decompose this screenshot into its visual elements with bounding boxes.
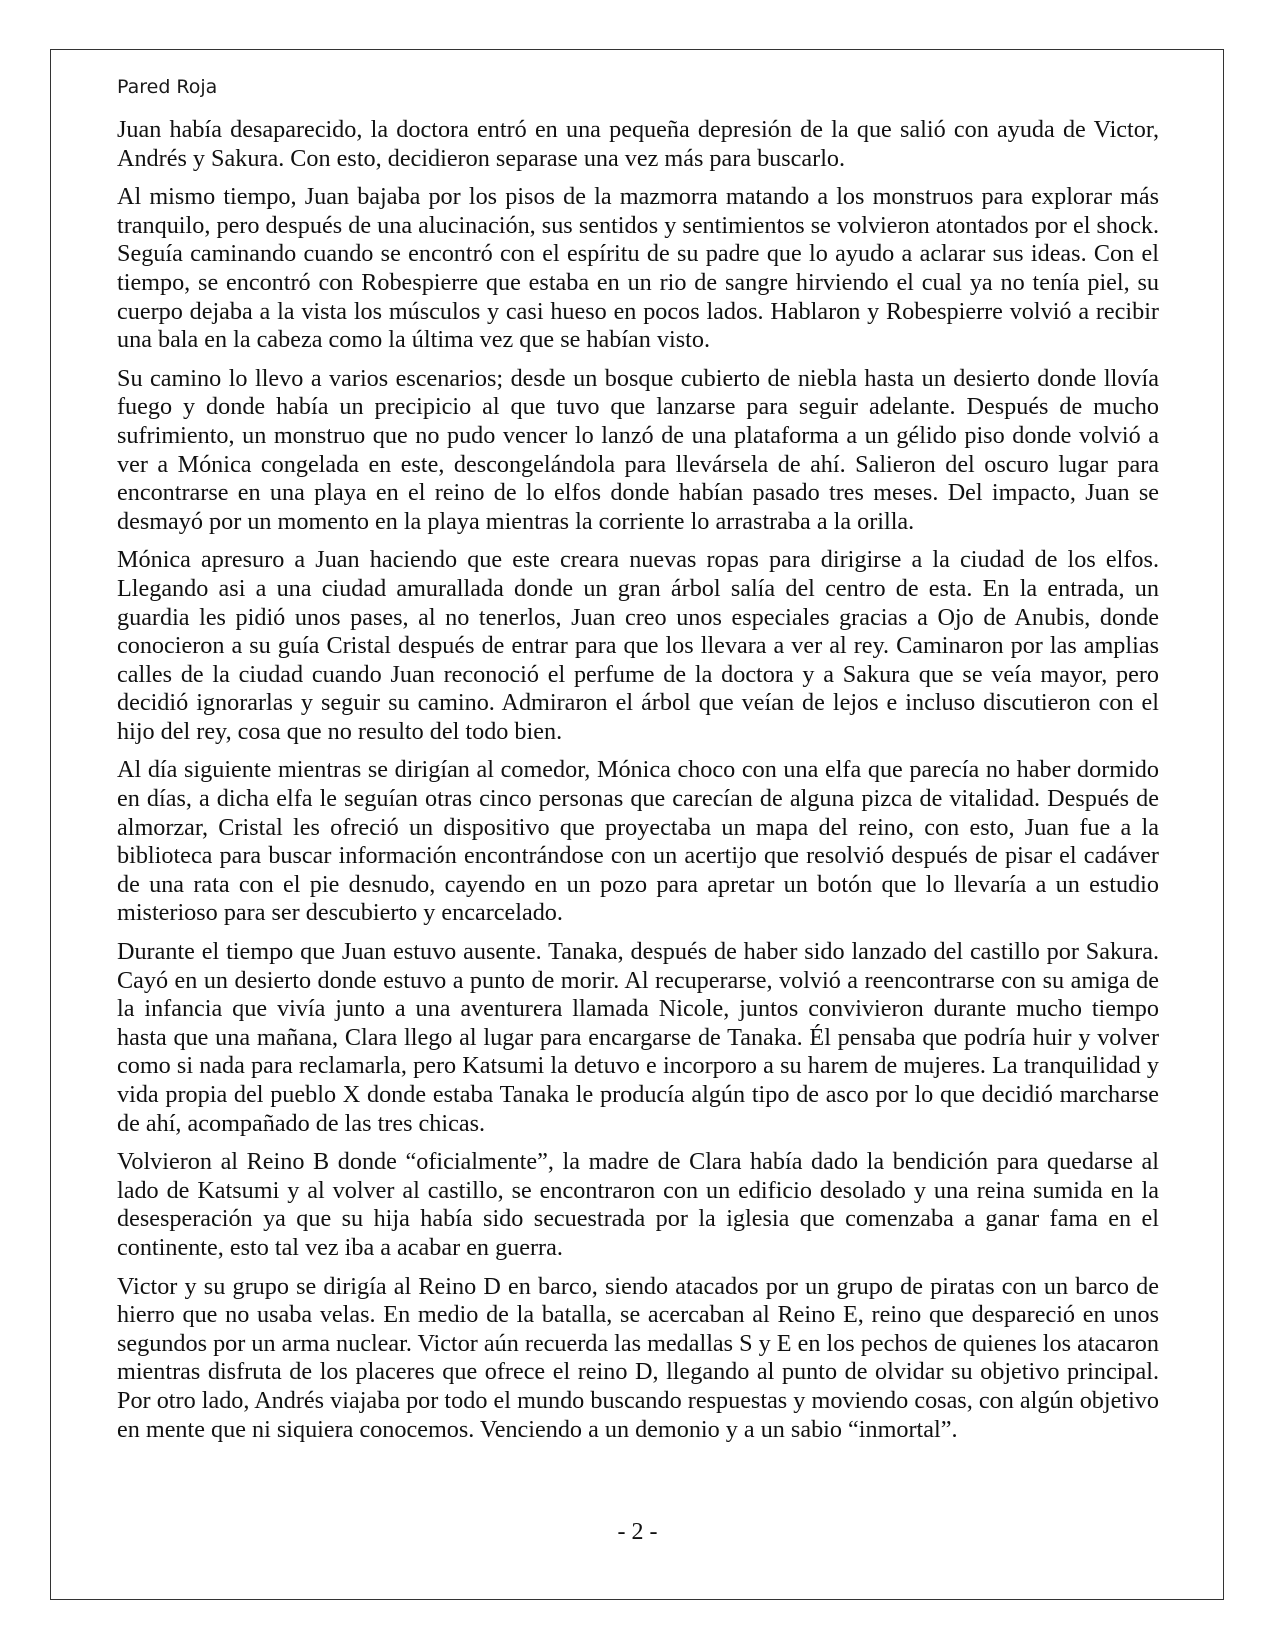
paragraph: Mónica apresuro a Juan haciendo que este creara nuevas ropas para dirigirse a la ciudad de los elfos. Llegando asi a una ciudad amurallada donde un gran árbol salía del centro de esta. En la entrada, un guardia les pidió unos pases, al no tenerlos, Juan creo unos especiales gracias a Ojo de Anubis, donde conocieron a su guía Cristal después de entrar para que los llevara a ver al rey. Caminaron por las amplias calles de la ciudad cuando Juan reconoció el perfume de la doctora y a Sakura que se veía mayor, pero decidió ignorarlas y seguir su camino. Admiraron el árbol que veían de lejos e incluso discutieron con el hijo del rey, cosa que no resulto del todo bien.	[117, 546, 1159, 745]
page-number: - 2 -	[617, 1519, 658, 1545]
paragraph: Su camino lo llevo a varios escenarios; desde un bosque cubierto de niebla hasta un desierto donde llovía fuego y donde había un precipicio al que tuvo que lanzarse para seguir adelante. Después de mucho sufrimiento, un monstruo que no pudo vencer lo lanzó de una plataforma a un gélido piso donde volvió a ver a Mónica congelada en este, descongelándola para llevársela de ahí. Salieron del oscuro lugar para encontrarse en una playa en el reino de lo elfos donde habían pasado tres meses. Del impacto, Juan se desmayó por un momento en la playa mientras la corriente lo arrastraba a la orilla.	[117, 364, 1159, 535]
paragraph: Victor y su grupo se dirigía al Reino D en barco, siendo atacados por un grupo de piratas con un barco de hierro que no usaba velas. En medio de la batalla, se acercaban al Reino E, reino que despareció en unos segundos por un arma nuclear. Victor aún recuerda las medallas S y E en los pechos de quienes los atacaron mientras disfruta de los placeres que ofrece el reino D, llegando al punto de olvidar su objetivo principal. Por otro lado, Andrés viajaba por todo el mundo buscando respuestas y moviendo cosas, con algún objetivo en mente que ni siquiera conocemos. Venciendo a un demonio y a un sabio “inmortal”.	[117, 1272, 1159, 1443]
paragraph: Durante el tiempo que Juan estuvo ausente. Tanaka, después de haber sido lanzado del castillo por Sakura. Cayó en un desierto donde estuvo a punto de morir. Al recuperarse, volvió a reencontrarse con su amiga de la infancia que vivía junto a una aventurera llamada Nicole, juntos convivieron durante mucho tiempo hasta que una mañana, Clara llego al lugar para encargarse de Tanaka. Él pensaba que podría huir y volver como si nada para reclamarla, pero Katsumi la detuvo e incorporo a su harem de mujeres. La tranquilidad y vida propia del pueblo X donde estaba Tanaka le producía algún tipo de asco por lo que decidió marcharse de ahí, acompañado de las tres chicas.	[117, 938, 1159, 1137]
paragraph: Volvieron al Reino B donde “oficialmente”, la madre de Clara había dado la bendición para quedarse al lado de Katsumi y al volver al castillo, se encontraron con un edificio desolado y una reina sumida en la desesperación ya que su hija había sido secuestrada por la iglesia que comenzaba a ganar fama en el continente, esto tal vez iba a acabar en guerra.	[117, 1148, 1159, 1261]
paragraph: Al mismo tiempo, Juan bajaba por los pisos de la mazmorra matando a los monstruos para explorar más tranquilo, pero después de una alucinación, sus sentidos y sentimientos se volvieron atontados por el shock. Seguía caminando cuando se encontró con el espíritu de su padre que lo ayudo a aclarar sus ideas. Con el tiempo, se encontró con Robespierre que estaba en un rio de sangre hirviendo el cual ya no tenía piel, su cuerpo dejaba a la vista los músculos y casi hueso en pocos lados. Hablaron y Robespierre volvió a recibir una bala en la cabeza como la última vez que se habían visto.	[117, 183, 1159, 354]
paragraph: Juan había desaparecido, la doctora entró en una pequeña depresión de la que salió con ayuda de Victor, Andrés y Sakura. Con esto, decidieron separase una vez más para buscarlo.	[117, 116, 1159, 172]
running-header: Pared Roja	[117, 76, 218, 98]
body-text	[117, 116, 1159, 1454]
paragraph: Al día siguiente mientras se dirigían al comedor, Mónica choco con una elfa que parecía no haber dormido en días, a dicha elfa le seguían otras cinco personas que carecían de alguna pizca de vitalidad. Después de almorzar, Cristal les ofreció un dispositivo que proyectaba un mapa del reino, con esto, Juan fue a la biblioteca para buscar información encontrándose con un acertijo que resolvió después de pisar el cadáver de una rata con el pie desnudo, cayendo en un pozo para apretar un botón que lo llevaría a un estudio misterioso para ser descubierto y encarcelado.	[117, 756, 1159, 927]
